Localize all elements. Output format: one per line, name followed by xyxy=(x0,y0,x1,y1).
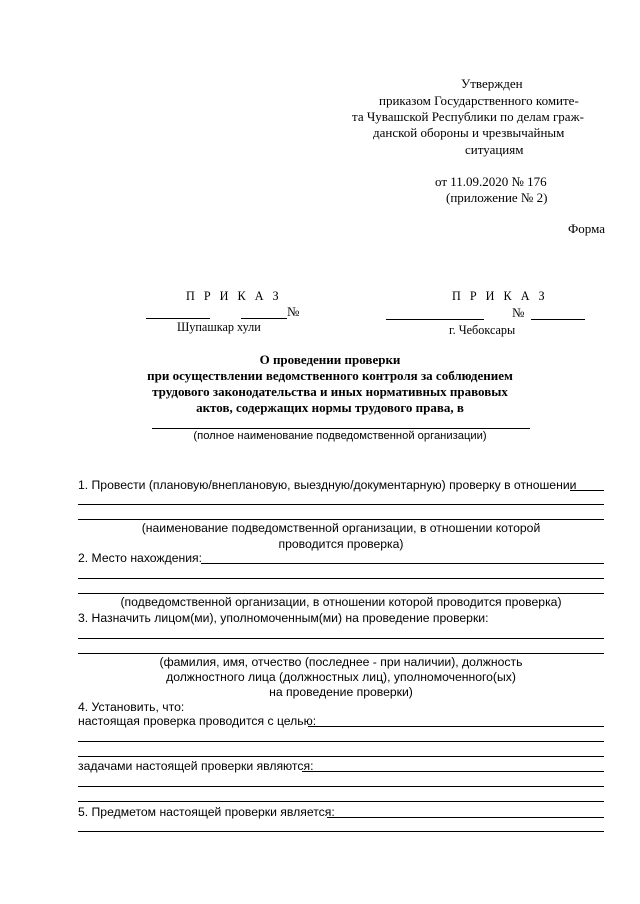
heading-line-3: трудового законодательства и иных нормативных правовых xyxy=(152,384,508,399)
approval-line-5: ситуациям xyxy=(465,142,524,157)
approval-line-4: данской обороны и чрезвычайным xyxy=(373,125,565,140)
item-5-inline-line xyxy=(327,817,604,818)
item-1-text: 1. Провести (плановую/внеплановую, выездную/документарную) проверку в отношении xyxy=(78,478,577,492)
item-4-tasks-line-2 xyxy=(78,786,604,787)
left-city: Шупашкар хули xyxy=(177,320,261,334)
approval-line-3: та Чувашской Республики по делам граж- xyxy=(352,109,584,124)
item-4-goal-line-3 xyxy=(78,756,604,757)
form-label: Форма xyxy=(568,221,605,236)
heading-line-2: при осуществлении ведомственного контроля за соблюдением xyxy=(147,368,513,383)
item-1-line-2 xyxy=(78,504,604,505)
item-5-line-2 xyxy=(78,831,604,832)
item-1-line-3 xyxy=(78,519,604,520)
item-2-line-3 xyxy=(78,593,604,594)
organization-name-line xyxy=(152,428,530,429)
item-4-tasks-line xyxy=(302,771,604,772)
item-4-tasks-line-3 xyxy=(78,801,604,802)
item-1-inline-line xyxy=(570,490,604,491)
item-2-note: (подведомственной организации, в отношении которой проводится проверка) xyxy=(120,595,562,609)
item-2-text: 2. Место нахождения: xyxy=(78,551,202,565)
item-3-line-2 xyxy=(78,653,604,654)
left-number-mark: № xyxy=(287,304,300,319)
approval-appendix: (приложение № 2) xyxy=(446,190,548,205)
item-3-note-c: на проведение проверки) xyxy=(269,685,413,699)
left-number-line xyxy=(241,318,287,319)
heading-line-4: актов, содержащих нормы трудового права, в xyxy=(196,400,464,415)
item-3-text: 3. Назначить лицом(ми), уполномоченным(ми) на проведение проверки: xyxy=(78,611,489,625)
item-4-text: 4. Установить, что: xyxy=(78,700,185,714)
item-2-line-2 xyxy=(78,578,604,579)
left-order-title: П Р И К А З xyxy=(186,289,282,303)
approval-line-1: Утвержден xyxy=(461,76,523,91)
approval-line-2: приказом Государственного комите- xyxy=(379,93,579,108)
organization-name-note: (полное наименование подведомственной организации) xyxy=(193,430,487,442)
item-2-inline-line xyxy=(201,563,604,564)
right-number-mark: № xyxy=(512,305,525,320)
right-number-line xyxy=(531,319,585,320)
item-4-goal-line-2 xyxy=(78,741,604,742)
item-1-note-a: (наименование подведомственной организации, в отношении которой xyxy=(141,521,541,535)
right-city: г. Чебоксары xyxy=(449,323,516,337)
item-4-goal-label: настоящая проверка проводится с целью: xyxy=(78,714,317,728)
item-3-note-b: должностного лица (должностных лиц), уполномоченного(ых) xyxy=(166,670,516,684)
item-3-line-1 xyxy=(78,638,604,639)
heading-line-1: О проведении проверки xyxy=(259,352,401,367)
item-4-tasks-label: задачами настоящей проверки являются: xyxy=(78,759,314,773)
approval-date: от 11.09.2020 № 176 xyxy=(435,174,547,189)
item-1-note-b: проводится проверка) xyxy=(278,537,404,551)
item-3-note-a: (фамилия, имя, отчество (последнее - при наличии), должность xyxy=(159,655,523,669)
right-order-title: П Р И К А З xyxy=(452,289,548,303)
item-5-text: 5. Предметом настоящей проверки является: xyxy=(78,805,335,819)
right-date-line xyxy=(386,319,484,320)
item-4-goal-line xyxy=(308,726,604,727)
left-date-line xyxy=(146,318,210,319)
